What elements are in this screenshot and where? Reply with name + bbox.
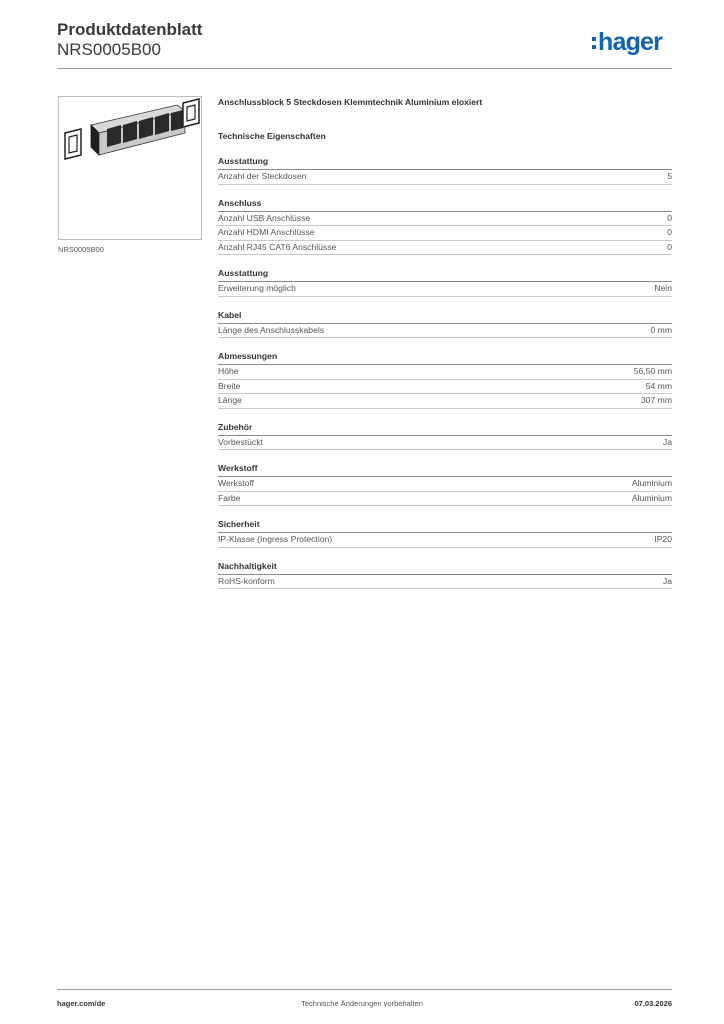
spec-row — [218, 241, 672, 256]
spec-row — [218, 282, 672, 297]
spec-content — [218, 96, 672, 589]
spec-value: Aluminium — [631, 492, 672, 503]
spec-label: Vorbestückt — [218, 436, 263, 447]
spec-value: 0 — [667, 212, 672, 223]
header-divider — [57, 68, 672, 69]
spec-value: IP20 — [654, 534, 672, 544]
footer-date: 07.03.2026 — [634, 999, 672, 1008]
spec-label: Breite — [218, 380, 241, 391]
spec-section — [218, 421, 672, 451]
spec-row — [218, 575, 672, 590]
spec-row — [218, 477, 672, 492]
spec-row — [218, 365, 672, 380]
spec-sections — [218, 155, 672, 589]
spec-label: Erweiterung möglich — [218, 283, 296, 293]
section-title: Anschluss — [218, 197, 672, 212]
spec-value: 307 mm — [640, 395, 672, 405]
spec-row — [218, 492, 672, 507]
hager-logo[interactable] — [592, 28, 662, 56]
product-image — [58, 96, 202, 240]
section-title: Ausstattung — [218, 155, 672, 170]
spec-row — [218, 380, 672, 395]
spec-row — [218, 394, 672, 409]
spec-value: 5 — [667, 171, 672, 181]
footer-disclaimer: Technische Änderungen vorbehalten — [301, 999, 423, 1008]
spec-row — [218, 533, 672, 548]
page-title: Produktdatenblatt — [57, 20, 203, 39]
spec-label: Länge — [218, 395, 242, 405]
spec-label: Anzahl HDMI Anschlüsse — [218, 227, 315, 237]
section-title: Sicherheit — [218, 518, 672, 533]
spec-value: 0 — [667, 227, 672, 237]
image-caption: NRS0005B00 — [58, 245, 104, 254]
spec-label: Anzahl der Steckdosen — [218, 171, 307, 181]
spec-label: IP-Klasse (Ingress Protection) — [218, 534, 333, 544]
tech-heading: Technische Eigenschaften — [218, 131, 326, 141]
spec-label: RoHS-konform — [218, 575, 275, 586]
section-title: Kabel — [218, 309, 672, 324]
footer-divider — [57, 989, 672, 990]
section-title: Werkstoff — [218, 462, 672, 477]
spec-section — [218, 309, 672, 339]
spec-value: 0 — [667, 241, 672, 252]
spec-row — [218, 226, 672, 241]
spec-value: Ja — [662, 575, 672, 586]
spec-value: 0 mm — [650, 324, 672, 335]
footer-website-link[interactable]: hager.com/de — [57, 999, 106, 1008]
spec-value: Aluminium — [631, 478, 672, 488]
spec-label: Anzahl USB Anschlüsse — [218, 212, 311, 223]
spec-label: Werkstoff — [218, 478, 254, 488]
spec-label: Anzahl RJ45 CAT6 Anschlüsse — [218, 241, 337, 252]
section-title: Ausstattung — [218, 267, 672, 282]
spec-section — [218, 518, 672, 548]
spec-value: Nein — [654, 283, 672, 293]
spec-section — [218, 560, 672, 590]
section-title: Zubehör — [218, 421, 672, 436]
spec-label: Höhe — [218, 366, 239, 376]
spec-value: Ja — [662, 436, 672, 447]
spec-section — [218, 197, 672, 256]
section-title: Nachhaltigkeit — [218, 560, 672, 575]
product-code: NRS0005B00 — [57, 40, 161, 59]
spec-row — [218, 170, 672, 185]
logo-wordmark: hager — [598, 28, 663, 56]
spec-row — [218, 324, 672, 339]
spec-section — [218, 267, 672, 297]
spec-label: Farbe — [218, 492, 241, 503]
spec-row — [218, 212, 672, 227]
section-title: Abmessungen — [218, 350, 672, 365]
product-title: Anschlussblock 5 Steckdosen Klemmtechnik Aluminium eloxiert — [218, 97, 483, 107]
spec-value: 56,50 mm — [633, 366, 672, 376]
power-strip-illustration — [59, 97, 201, 239]
spec-section — [218, 462, 672, 506]
spec-section — [218, 350, 672, 409]
logo-colon-icon — [592, 37, 596, 49]
spec-section — [218, 155, 672, 185]
spec-row — [218, 436, 672, 451]
spec-value: 54 mm — [645, 380, 672, 391]
spec-label: Länge des Anschlusskabels — [218, 324, 325, 335]
